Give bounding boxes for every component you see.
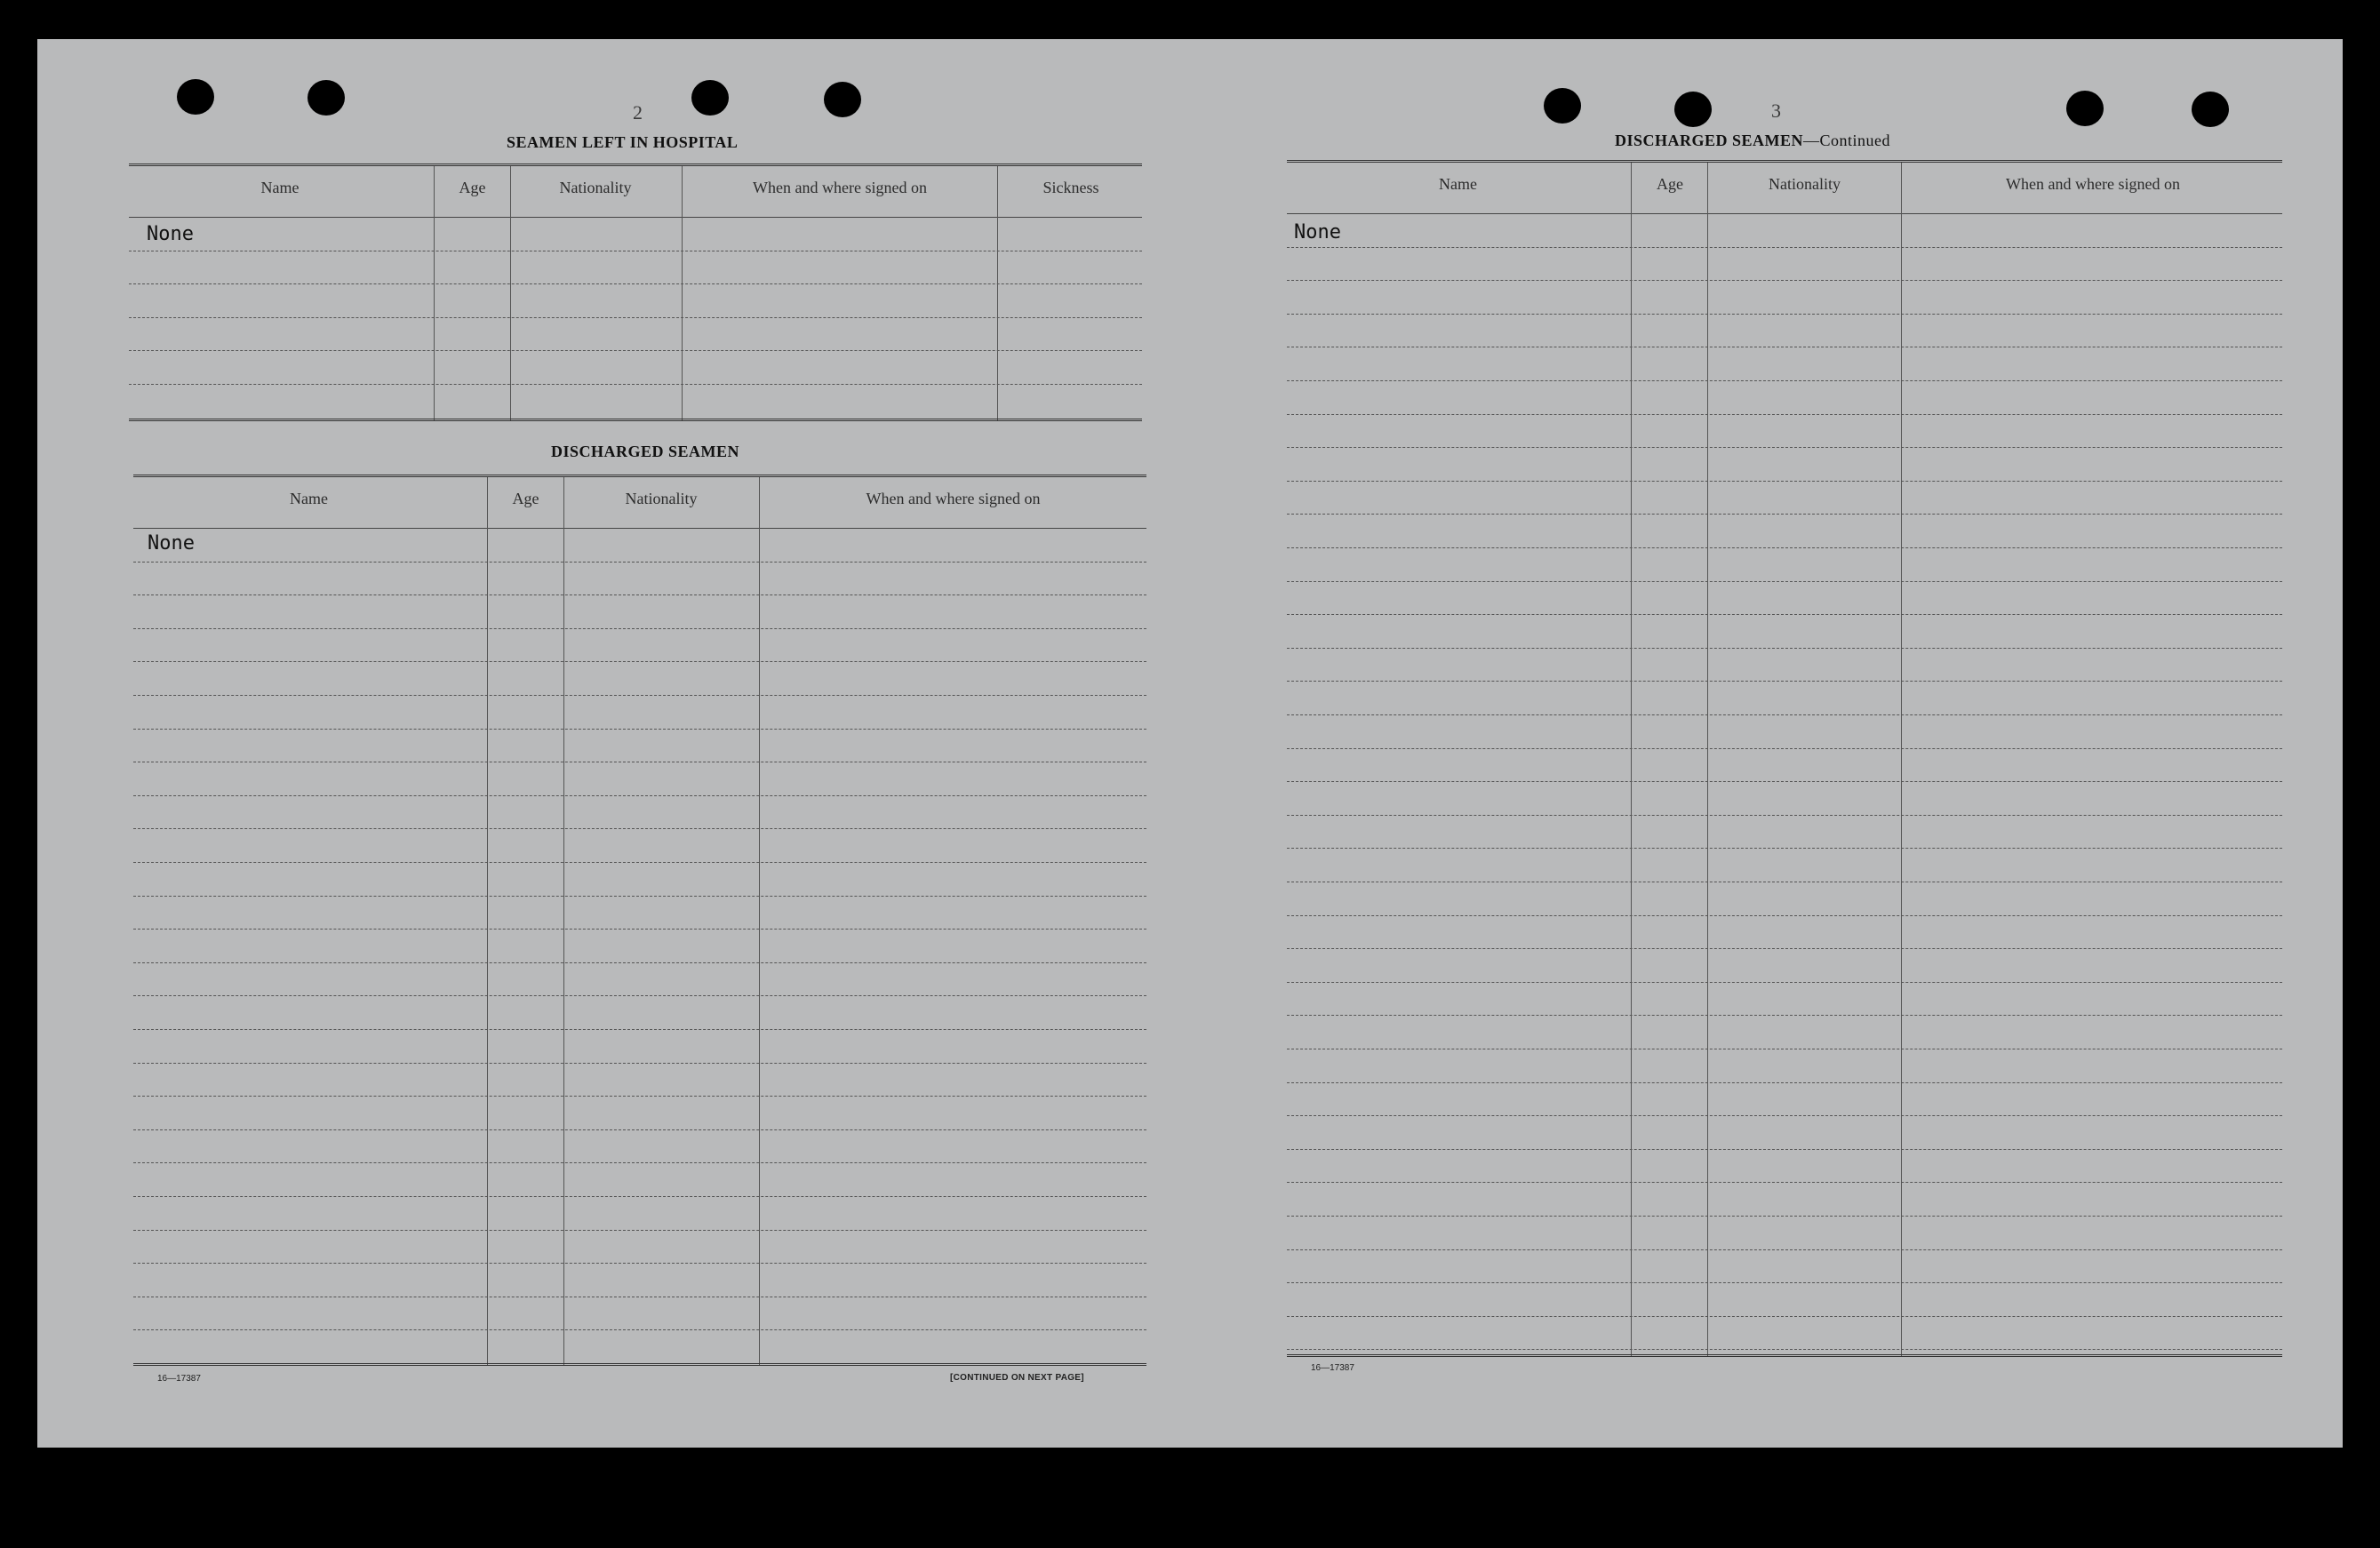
form-sheet bbox=[37, 39, 2343, 1448]
row-rule bbox=[133, 729, 1146, 730]
section-title-hospital: SEAMEN LEFT IN HOSPITAL bbox=[507, 133, 739, 151]
table-header bbox=[129, 166, 1142, 218]
row-rule bbox=[1287, 815, 2282, 816]
table-rows bbox=[129, 217, 1142, 421]
table-rows bbox=[1287, 213, 2282, 1357]
column-header-name: Name bbox=[290, 490, 328, 507]
row-rule bbox=[1287, 915, 2282, 916]
hospital-table bbox=[129, 164, 1142, 421]
column-header-name: Name bbox=[260, 179, 299, 196]
row-rule bbox=[1287, 714, 2282, 715]
row-rule bbox=[129, 350, 1142, 351]
row-rule bbox=[129, 384, 1142, 385]
row-rule bbox=[133, 562, 1146, 563]
page-number: 2 bbox=[633, 101, 643, 124]
row-rule bbox=[133, 1063, 1146, 1064]
row-rule bbox=[1287, 414, 2282, 415]
table-bottom-rule bbox=[1287, 1354, 2282, 1357]
column-header-nationality: Nationality bbox=[625, 490, 698, 507]
column-header-sickness: Sickness bbox=[1042, 179, 1099, 196]
row-rule bbox=[133, 962, 1146, 963]
continued-note: [CONTINUED ON NEXT PAGE] bbox=[950, 1373, 1084, 1383]
section-title-discharged: DISCHARGED SEAMEN bbox=[551, 443, 740, 460]
column-header-name: Name bbox=[1439, 175, 1477, 193]
row-rule bbox=[1287, 1249, 2282, 1250]
row-rule bbox=[1287, 1115, 2282, 1116]
row-rule bbox=[133, 995, 1146, 996]
row-rule bbox=[133, 1230, 1146, 1231]
row-rule bbox=[1287, 614, 2282, 615]
row-rule bbox=[133, 1263, 1146, 1264]
section-title-suffix: —Continued bbox=[1803, 132, 1891, 149]
row-rule bbox=[133, 1329, 1146, 1330]
row-rule bbox=[133, 1096, 1146, 1097]
form-number: 16—17387 bbox=[157, 1374, 201, 1384]
section-title-discharged-continued bbox=[1615, 132, 1890, 150]
row-rule bbox=[133, 628, 1146, 629]
entry-name: None bbox=[1294, 221, 1341, 243]
page-number: 3 bbox=[1771, 100, 1781, 122]
row-rule bbox=[1287, 1349, 2282, 1350]
table-bottom-rule bbox=[129, 419, 1142, 421]
row-rule bbox=[133, 1196, 1146, 1197]
row-rule bbox=[1287, 948, 2282, 949]
row-rule bbox=[1287, 748, 2282, 749]
punch-hole bbox=[1544, 88, 1581, 124]
row-rule bbox=[133, 929, 1146, 930]
row-rule bbox=[1287, 481, 2282, 482]
punch-hole bbox=[177, 79, 214, 115]
row-rule bbox=[133, 862, 1146, 863]
column-header-age: Age bbox=[459, 179, 486, 196]
punch-hole bbox=[691, 80, 729, 116]
row-rule bbox=[1287, 514, 2282, 515]
row-rule bbox=[133, 594, 1146, 595]
row-rule bbox=[133, 1162, 1146, 1163]
row-rule bbox=[1287, 848, 2282, 849]
row-rule bbox=[1287, 280, 2282, 281]
punch-hole bbox=[2066, 91, 2104, 126]
row-rule bbox=[1287, 648, 2282, 649]
table-rows bbox=[133, 528, 1146, 1366]
row-rule bbox=[133, 795, 1146, 796]
row-rule bbox=[133, 695, 1146, 696]
row-rule bbox=[1287, 314, 2282, 315]
row-rule bbox=[1287, 547, 2282, 548]
column-header-age: Age bbox=[512, 490, 539, 507]
row-rule bbox=[1287, 581, 2282, 582]
row-rule bbox=[1287, 982, 2282, 983]
row-rule bbox=[1287, 1182, 2282, 1183]
column-header-nationality: Nationality bbox=[1769, 175, 1841, 193]
entry-name: None bbox=[147, 223, 194, 245]
row-rule bbox=[1287, 681, 2282, 682]
table-bottom-rule bbox=[133, 1363, 1146, 1366]
table-header bbox=[133, 477, 1146, 529]
row-rule bbox=[1287, 781, 2282, 782]
row-rule bbox=[1287, 1149, 2282, 1150]
punch-hole bbox=[307, 80, 345, 116]
row-rule bbox=[1287, 1216, 2282, 1217]
form-number: 16—17387 bbox=[1311, 1363, 1354, 1373]
column-header-signed-on: When and where signed on bbox=[2006, 175, 2180, 193]
column-header-age: Age bbox=[1657, 175, 1683, 193]
column-header-nationality: Nationality bbox=[559, 179, 632, 196]
row-rule bbox=[1287, 247, 2282, 248]
row-rule bbox=[133, 896, 1146, 897]
punch-hole bbox=[1674, 92, 1712, 127]
row-rule bbox=[1287, 1316, 2282, 1317]
row-rule bbox=[133, 661, 1146, 662]
row-rule bbox=[1287, 1082, 2282, 1083]
row-rule bbox=[129, 317, 1142, 318]
row-rule bbox=[1287, 1015, 2282, 1016]
discharged-continued-table bbox=[1287, 160, 2282, 1357]
row-rule bbox=[133, 828, 1146, 829]
discharged-table bbox=[133, 475, 1146, 1366]
section-title-text: DISCHARGED SEAMEN bbox=[1615, 132, 1804, 149]
row-rule bbox=[133, 1129, 1146, 1130]
entry-name: None bbox=[148, 532, 195, 555]
row-rule bbox=[1287, 1282, 2282, 1283]
row-rule bbox=[1287, 447, 2282, 448]
column-header-signed-on: When and where signed on bbox=[753, 179, 927, 196]
row-rule bbox=[1287, 380, 2282, 381]
row-rule bbox=[133, 1029, 1146, 1030]
table-header bbox=[1287, 163, 2282, 214]
column-header-signed-on: When and where signed on bbox=[866, 490, 1041, 507]
row-rule bbox=[129, 283, 1142, 284]
punch-hole bbox=[824, 82, 861, 117]
punch-hole bbox=[2192, 92, 2229, 127]
